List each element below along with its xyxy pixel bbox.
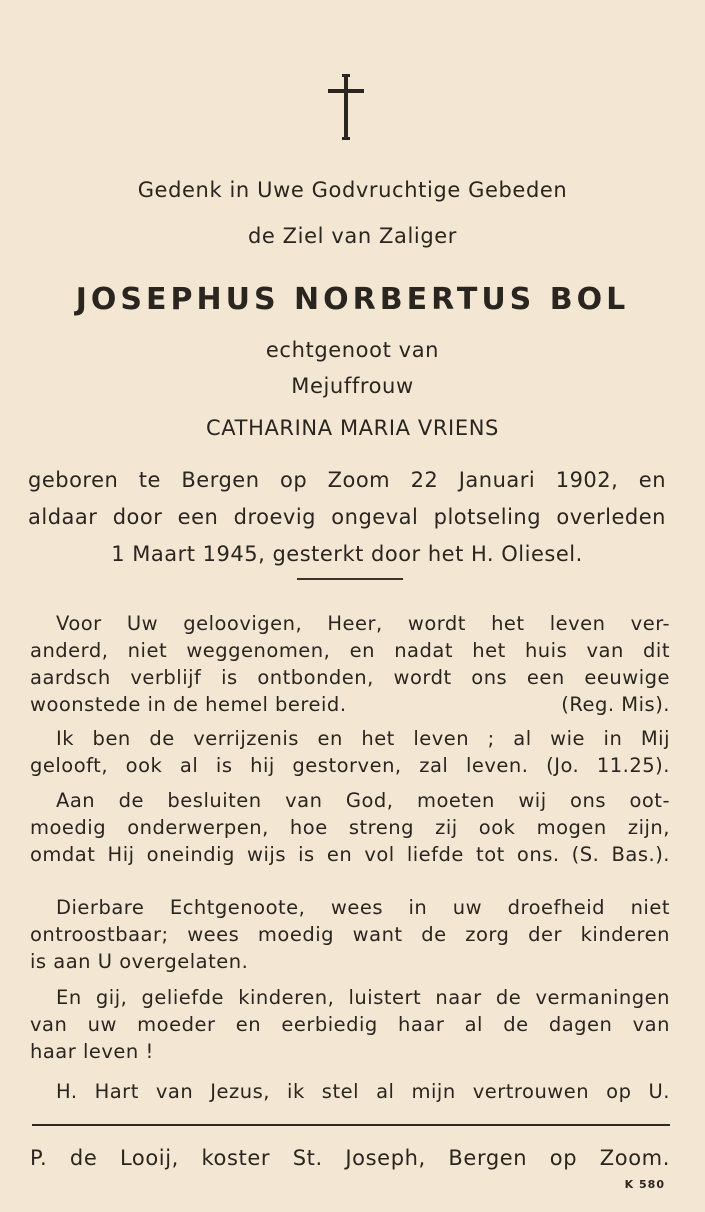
printer-credit: P. de Looij, koster St. Joseph, Bergen op Zoom. <box>30 1146 670 1170</box>
paragraph-line: ontroostbaar; wees moedig want de zorg der kinderen <box>30 923 670 946</box>
spouse-title: Mejuffrouw <box>291 374 414 398</box>
print-code: K 580 <box>624 1178 665 1191</box>
paragraph-line: gelooft, ook al is hij gestorven, zal leven. (Jo. 11.25). <box>30 754 670 777</box>
paragraph-2 <box>30 725 670 779</box>
paragraph-6 <box>30 1078 670 1105</box>
paragraph-line: omdat Hij oneindig wijs is en vol liefde tot ons. (S. Bas.). <box>30 843 670 866</box>
header-line-1: Gedenk in Uwe Godvruchtige Gebeden <box>137 178 568 202</box>
paragraph-line: is aan U overgelaten. <box>30 950 249 973</box>
paragraph-4 <box>30 894 670 975</box>
paragraph-5 <box>30 984 670 1065</box>
biography-line: geboren te Bergen op Zoom 22 Januari 1902, en <box>28 468 666 492</box>
paragraph-line: Voor Uw geloovigen, Heer, wordt het leven ver- <box>56 612 670 635</box>
paragraph-line: Dierbare Echtgenoote, wees in uw droefheid niet <box>56 896 670 919</box>
short-divider <box>297 578 403 580</box>
paragraph-line <box>30 691 670 718</box>
paragraph-line: haar leven ! <box>30 1040 154 1063</box>
paragraph-line: En gij, geliefde kinderen, luistert naar de vermaningen <box>56 986 670 1009</box>
spouse-intro: echtgenoot van <box>265 338 440 362</box>
paragraph-3 <box>30 787 670 868</box>
citation: (Reg. Mis). <box>561 693 670 716</box>
biography-line: 1 Maart 1945, gesterkt door het H. Oliesel. <box>111 542 583 566</box>
header-line-2: de Ziel van Zaliger <box>247 224 458 248</box>
biography <box>28 462 666 573</box>
paragraph-1 <box>30 610 670 718</box>
paragraph-line: H. Hart van Jezus, ik stel al mijn vertrouwen op U. <box>56 1080 670 1103</box>
paragraph-line: anderd, niet weggenomen, en nadat het huis van dit <box>30 639 670 662</box>
paragraph-line: aardsch verblijf is ontbonden, wordt ons een eeuwige <box>30 666 670 689</box>
paragraph-line: Aan de besluiten van God, moeten wij ons oot- <box>56 789 670 812</box>
deceased-name: JOSEPHUS NORBERTUS BOL <box>75 282 630 317</box>
long-divider <box>32 1124 670 1126</box>
paragraph-line: moedig onderwerpen, hoe streng zij ook mogen zijn, <box>30 816 670 839</box>
paragraph-line: van uw moeder en eerbiedig haar al de dagen van <box>30 1013 670 1036</box>
cross-icon <box>326 72 366 142</box>
paragraph-line: Ik ben de verrijzenis en het leven ; al wie in Mij <box>56 727 670 750</box>
biography-line: aldaar door een droevig ongeval plotseling overleden <box>28 505 666 529</box>
paragraph-text: woonstede in de hemel bereid. <box>30 693 347 716</box>
spouse-name: CATHARINA MARIA VRIENS <box>206 416 499 440</box>
